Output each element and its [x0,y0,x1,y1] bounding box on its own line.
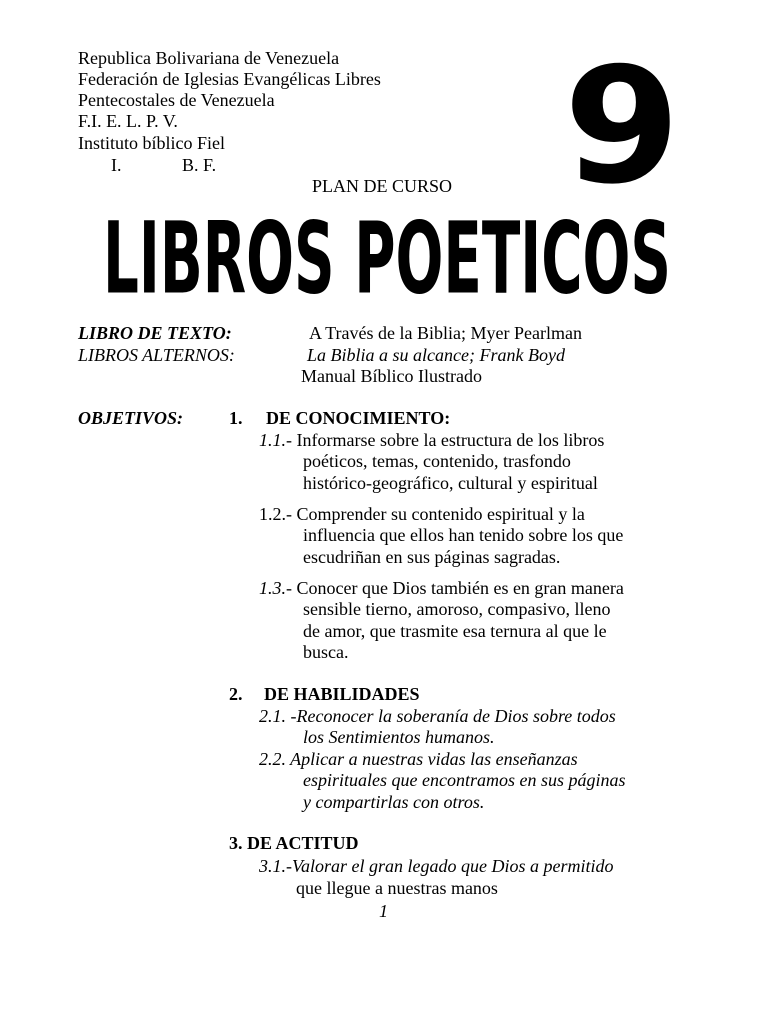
title-banner-graphic [100,205,675,305]
item-2-2-line-1: 2.2. Aplicar a nuestras vidas las enseñanzas [259,749,578,769]
header-line-3: Pentecostales de Venezuela [78,90,275,110]
item-2-1-line-2: los Sentimientos humanos. [303,727,495,747]
header-line-1: Republica Bolivariana de Venezuela [78,48,340,68]
item-1-1 [259,431,604,449]
item-2-2-line-3: y compartirlas con otros. [303,792,485,812]
textbook-label: LIBRO DE TEXTO: [78,323,232,343]
alt-book-1: La Biblia a su alcance; Frank Boyd [307,345,565,365]
item-1-1-line-2: poéticos, temas, contenido, trasfondo [303,451,571,471]
ibf-initial-i: I. [111,155,122,175]
item-2-1-line-1: 2.1. -Reconocer la soberanía de Dios sobre todos [259,706,616,726]
objectives-label: OBJETIVOS: [78,408,184,428]
item-1-2-line-1: 1.2.- Comprender su contenido espiritual y la [259,504,585,524]
section-1-title: DE CONOCIMIENTO: [266,408,451,428]
item-1-2-line-3: escudriñan en sus páginas sagradas. [303,547,561,567]
alt-book-2: Manual Bíblico Ilustrado [301,366,482,386]
item-1-1-number: 1.1. [259,430,286,450]
item-1-1-line-3: histórico-geográfico, cultural y espiritual [303,473,598,493]
section-1-number: 1. [229,408,243,428]
item-1-3 [259,579,624,597]
alt-books-label: LIBROS ALTERNOS: [78,345,235,365]
section-2-number: 2. [229,684,243,704]
header-line-4: F.I. E. L. P. V. [78,111,178,131]
item-3-1-line-2: que llegue a nuestras manos [296,878,498,898]
item-1-2-line-2: influencia que ellos han tenido sobre los que [303,525,624,545]
title-banner [100,205,675,305]
course-plan-heading: PLAN DE CURSO [312,176,453,196]
item-1-3-line-1: - Conocer que Dios también es en gran manera [286,578,624,598]
logo-number: 6 [563,27,681,214]
item-1-3-line-3: de amor, que trasmite esa ternura al que le [303,621,607,641]
header-line-2: Federación de Iglesias Evangélicas Libres [78,69,381,89]
title-banner-text: LIBROS POETICOS [103,205,672,305]
item-3-1-line-1: 3.1.-Valorar el gran legado que Dios a permitido [259,856,614,876]
item-2-2-line-2: espirituales que encontramos en sus páginas [303,770,626,790]
section-2-title: DE HABILIDADES [264,684,420,704]
section-3-title: 3. DE ACTITUD [229,833,359,853]
item-1-3-number: 1.3. [259,578,286,598]
page-number: 1 [379,901,388,921]
header-line-5: Instituto bíblico Fiel [78,133,225,153]
textbook-value: A Través de la Biblia; Myer Pearlman [309,323,582,343]
item-1-3-line-2: sensible tierno, amoroso, compasivo, lleno [303,599,611,619]
item-1-1-line-1: - Informarse sobre la estructura de los libros [286,430,605,450]
ibf-initials-bf: B. F. [182,155,217,175]
item-1-3-line-4: busca. [303,642,349,662]
